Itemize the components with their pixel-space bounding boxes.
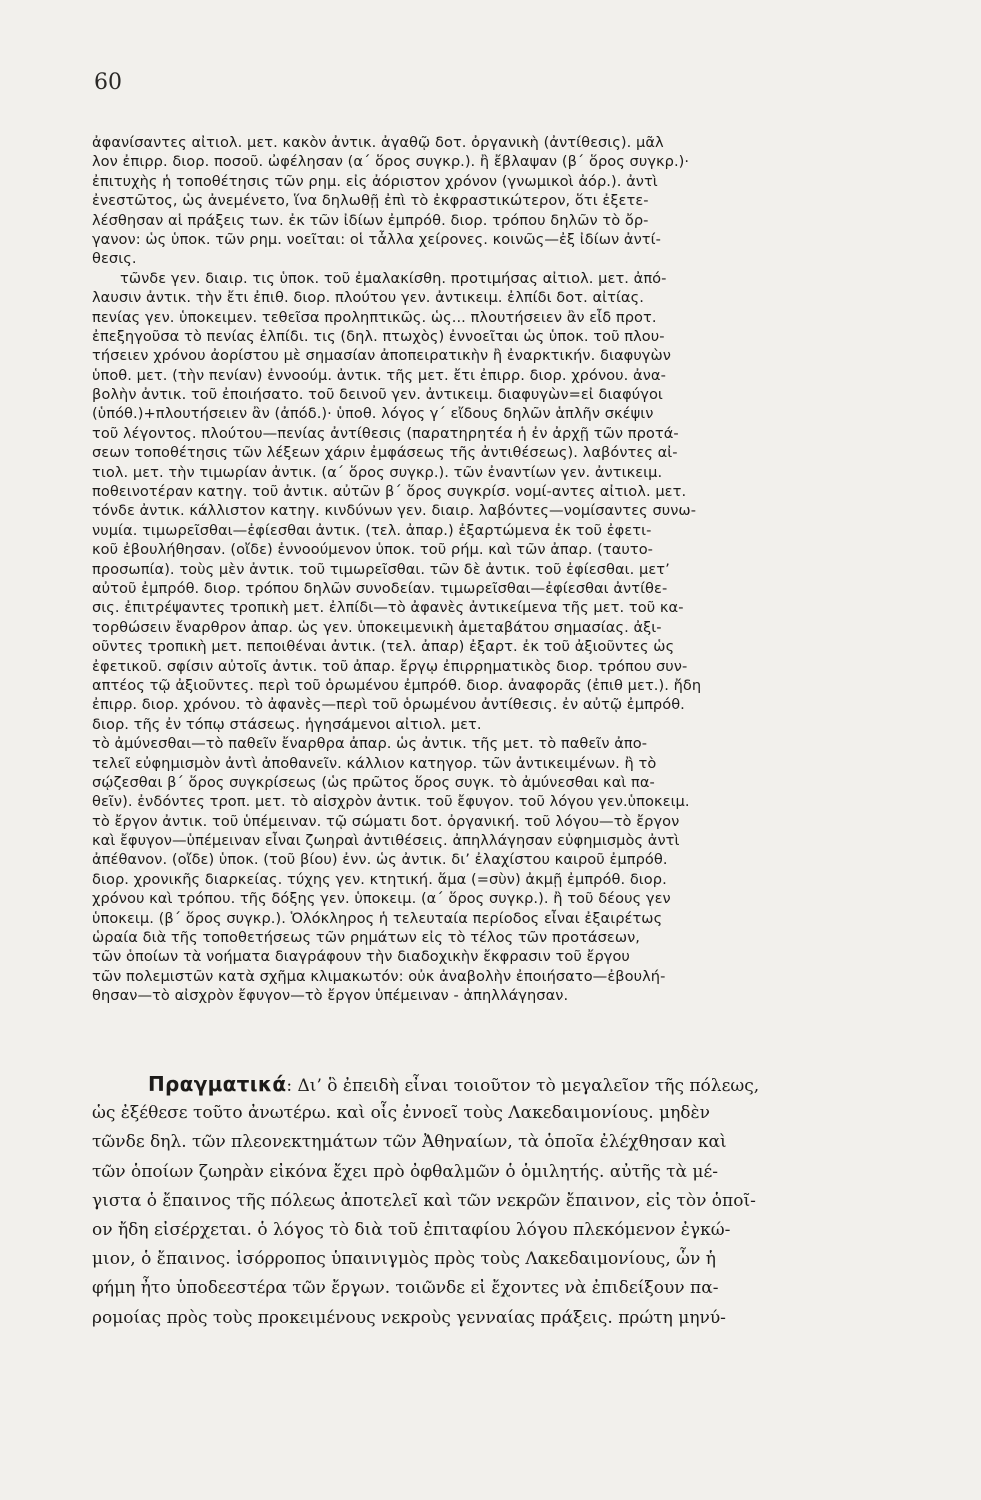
notes-line: σῴζεσθαι β΄ ὅρος συγκρίσεως (ὡς πρῶτος ὅρος συγκ. τὸ ἀμύνεσθαι καὶ πα- xyxy=(92,773,655,791)
notes-line: τοῦ λέγοντος. πλούτου—πενίας ἀντίθεσις (παρατηρητέα ἡ ἐν ἀρχῇ τῶν προτά- xyxy=(92,424,679,442)
translation-block xyxy=(92,1070,878,1333)
notes-line: διορ. τῆς ἐν τόπῳ στάσεως. ἡγησάμενοι αἰτιολ. μετ. xyxy=(92,715,482,733)
notes-line: γανον: ὡς ὑποκ. τῶν ρημ. νοεῖται: οἱ τἆλλα χείρονες. κοινῶς—ἐξ ἰδίων ἀντί- xyxy=(92,230,661,248)
notes-line: διορ. χρονικῆς διαρκείας. τύχης γεν. κτητική. ἅμα (=σὺν) ἀκμῇ ἐμπρόθ. διορ. xyxy=(92,870,667,888)
translation-line: τῶν ὁποίων ζωηρὰν εἰκόνα ἔχει πρὸ ὀφθαλμῶν ὁ ὁμιλητής. αὐτῆς τὰ μέ- xyxy=(92,1161,719,1182)
notes-line: λέσθησαν αἱ πράξεις των. ἐκ τῶν ἰδίων ἐμπρόθ. διορ. τρόπου δηλῶν τὸ ὄρ- xyxy=(92,211,649,229)
notes-line xyxy=(92,1006,878,1025)
notes-line: θεσις. xyxy=(92,250,137,268)
translation-line: φήμη ἦτο ὑποδεεστέρα τῶν ἔργων. τοιῶνδε εἰ ἔχοντες νὰ ἐπιδείξουν πα- xyxy=(92,1278,719,1299)
notes-line: ἐπιτυχὴς ἡ τοποθέτησις τῶν ρημ. εἰς ἀόριστον χρόνον (γνωμικοὶ ἀόρ.). ἀντὶ xyxy=(92,172,658,190)
notes-line: απτέος τῷ ἀξιοῦντες. περὶ τοῦ ὁρωμένου ἐμπρόθ. διορ. ἀναφορᾶς (ἐπιθ μετ.). ἤδη xyxy=(92,676,702,694)
notes-line: τῶν ὁποίων τὰ νοήματα διαγράφουν τὴν διαδοχικὴν ἔκφρασιν τοῦ ἔργου xyxy=(92,948,630,966)
translation-line: τῶνδε δηλ. τῶν πλεονεκτημάτων τῶν Ἀθηναίων, τὰ ὁποῖα ἐλέχθησαν καὶ xyxy=(92,1132,727,1153)
notes-line: ποθεινοτέραν κατηγ. τοῦ ἀντικ. αὐτῶν β΄ ὅρος συγκρίσ. νομί-αντες αἰτιολ. μετ. xyxy=(92,483,687,501)
notes-line: σεων τοποθέτησις τῶν λέξεων χάριν ἐμφάσεως τῆς ἀντιθέσεως). λαβόντες αἰ- xyxy=(92,444,678,462)
notes-line: προσωπία). τοὺς μὲν ἀντικ. τοῦ τιμωρεῖσθαι. τῶν δὲ ἀντικ. τοῦ ἐφίεσθαι. μετ’ xyxy=(92,560,670,578)
notes-line: ἀφανίσαντες αἰτιολ. μετ. κακὸν ἀντικ. ἀγαθῷ δοτ. ὀργανικὴ (ἀντίθεσις). μᾶλ xyxy=(92,134,664,151)
notes-line: ὑποθ. μετ. (τὴν πενίαν) ἐννοούμ. ἀντικ. τῆς μετ. ἔτι ἐπιρρ. διορ. χρόνου. ἀνα- xyxy=(92,366,666,384)
notes-line: τήσειεν χρόνου ἀορίστου μὲ σημασίαν ἀποπειρατικὴν ἢ ἐναρκτικήν. διαφυγὼν xyxy=(92,347,671,365)
section-heading: Πραγματικά xyxy=(148,1072,287,1096)
notes-line: χρόνου καὶ τρόπου. τῆς δόξης γεν. ὑποκειμ. (α΄ ὅρος συγκρ.). ἢ τοῦ δέους γεν xyxy=(92,890,671,908)
notes-line: ἀπέθανον. (οἴδε) ὑποκ. (τοῦ βίου) ἐνν. ὡς ἀντικ. δι’ ἐλαχίστου καιροῦ ἐμπρόθ. xyxy=(92,851,668,869)
notes-line: τιολ. μετ. τὴν τιμωρίαν ἀντικ. (α΄ ὅρος συγκρ.). τῶν ἐναντίων γεν. ἀντικειμ. xyxy=(92,463,663,481)
notes-line: τὸ ἀμύνεσθαι—τὸ παθεῖν ἔναρθρα ἀπαρ. ὡς ἀντικ. τῆς μετ. τὸ παθεῖν ἀπο- xyxy=(92,735,648,753)
notes-line: καὶ ἔφυγον—ὑπέμειναν εἶναι ζωηραὶ ἀντιθέσεις. ἀπηλλάγησαν εὐφημισμὸς ἀντὶ xyxy=(92,832,680,850)
notes-line: κοῦ ἐβουλήθησαν. (οἴδε) ἐννοούμενον ὑποκ. τοῦ ρήμ. καὶ τῶν ἀπαρ. (ταυτο- xyxy=(92,541,653,559)
translation-line: μιον, ὁ ἔπαινος. ἰσόρροπος ὑπαινιγμὸς πρὸς τοὺς Λακεδαιμονίους, ὧν ἡ xyxy=(92,1249,716,1270)
notes-line: ὡραία διὰ τῆς τοποθετήσεως τῶν ρημάτων εἰς τὸ τέλος τῶν προτάσεων, xyxy=(92,929,640,947)
notes-line: τόνδε ἀντικ. κάλλιστον κατηγ. κινδύνων γεν. διαιρ. λαβόντες—νομίσαντες συνω- xyxy=(92,502,697,520)
notes-line: ὑποκειμ. (β΄ ὅρος συγκρ.). Ὁλόκληρος ἡ τελευταία περίοδος εἶναι ἐξαιρέτως xyxy=(92,909,663,927)
translation-line: ον ἤδη εἰσέρχεται. ὁ λόγος τὸ διὰ τοῦ ἐπιταφίου λόγου πλεκόμενον ἐγκώ- xyxy=(92,1219,731,1240)
notes-line: τὸ ἔργον ἀντικ. τοῦ ὑπέμειναν. τῷ σώματι δοτ. ὀργανική. τοῦ λόγου—τὸ ἔργον xyxy=(92,812,680,830)
notes-line: τῶν πολεμιστῶν κατὰ σχῆμα κλιμακωτόν: οὐκ ἀναβολὴν ἐποιήσατο—ἐβουλή- xyxy=(92,967,666,985)
notes-line: πενίας γεν. ὑποκειμεν. τεθεῖσα προληπτικῶς. ὡς... πλουτήσειεν ἂν εἶδ προτ. xyxy=(92,308,657,326)
notes-line: ἐπεξηγοῦσα τὸ πενίας ἐλπίδι. τις (δηλ. πτωχὸς) ἐννοεῖται ὡς ὑποκ. τοῦ πλου- xyxy=(92,327,665,345)
translation-line xyxy=(92,1070,878,1099)
notes-line: ἐνεστῶτος, ὡς ἀνεμένετο, ἵνα δηλωθῇ ἐπὶ τὸ ἐκφραστικώτερον, ὅτι ἐξετε- xyxy=(92,192,649,210)
notes-line: βολὴν ἀντικ. τοῦ ἐποιήσατο. τοῦ δεινοῦ γεν. ἀντικειμ. διαφυγὼν=εἰ διαφύγοι xyxy=(92,386,663,404)
notes-line: ἐφετικοῦ. σφίσιν αὐτοῖς ἀντικ. τοῦ ἀπαρ. ἔργῳ ἐπιρρηματικὸς διορ. τρόπου συν- xyxy=(92,657,688,675)
notes-line: λαυσιν ἀντικ. τὴν ἔτι ἐπιθ. διορ. πλούτου γεν. ἀντικειμ. ἐλπίδι δοτ. αἰτίας. xyxy=(92,289,644,307)
notes-line: αὐτοῦ ἐμπρόθ. διορ. τρόπου δηλῶν συνοδείαν. τιμωρεῖσθαι—ἐφίεσθαι ἀντίθε- xyxy=(92,579,668,597)
notes-line: (ὑπόθ.)+πλουτήσειεν ἂν (ἀπόδ.)· ὑποθ. λόγος γ΄ εἴδους δηλῶν ἁπλῆν σκέψιν xyxy=(92,405,654,423)
notes-line: θεῖν). ἐνδόντες τροπ. μετ. τὸ αἰσχρὸν ἀντικ. τοῦ ἔφυγον. τοῦ λόγου γεν.ὑποκειμ. xyxy=(92,793,690,811)
translation-line: ὡς ἐξέθεσε τοῦτο ἀνωτέρω. καὶ οἷς ἐννοεῖ τοὺς Λακεδαιμονίους. μηδὲν xyxy=(92,1103,710,1124)
notes-line: λον ἐπιρρ. διορ. ποσοῦ. ὠφέλησαν (α΄ ὅρος συγκρ.). ἢ ἔβλαψαν (β΄ ὅρος συγκρ.)· xyxy=(92,153,690,171)
notes-line: τορθώσειν ἔναρθρον ἀπαρ. ὡς γεν. ὑποκειμενικὴ ἀμεταβάτου σημασίας. ἀξι- xyxy=(92,618,662,636)
notes-line: οῦντες τροπικὴ μετ. πεποιθέναι ἀντικ. (τελ. ἀπαρ) ἐξαρτ. ἐκ τοῦ ἀξιοῦντες ὡς xyxy=(92,638,675,656)
notes-line: σις. ἐπιτρέψαντες τροπικὴ μετ. ἐλπίδι—τὸ ἀφανὲς ἀντικείμενα τῆς μετ. τοῦ κα- xyxy=(92,599,684,617)
notes-line: τελεῖ εὐφημισμὸν ἀντὶ ἀποθανεῖν. κάλλιον κατηγορ. τῶν ἀντικειμένων. ἢ τὸ xyxy=(92,754,657,772)
notes-line: νυμία. τιμωρεῖσθαι—ἐφίεσθαι ἀντικ. (τελ. ἀπαρ.) ἐξαρτώμενα ἐκ τοῦ ἐφετι- xyxy=(92,521,652,539)
translation-line: γιστα ὁ ἔπαινος τῆς πόλεως ἀποτελεῖ καὶ τῶν νεκρῶν ἔπαινον, εἰς τὸν ὁποῖ- xyxy=(92,1190,756,1211)
page-number: 60 xyxy=(94,70,122,95)
translation-text: : Δι’ ὃ ἐπειδὴ εἶναι τοιοῦτον τὸ μεγαλεῖον τῆς πόλεως, xyxy=(286,1076,760,1096)
notes-line: τῶνδε γεν. διαιρ. τις ὑποκ. τοῦ ἐμαλακίσθη. προτιμήσας αἰτιολ. μετ. ἀπό- xyxy=(120,269,667,287)
notes-line: θησαν—τὸ αἰσχρὸν ἔφυγον—τὸ ἔργον ὑπέμειναν - ἀπηλλάγησαν. xyxy=(92,987,569,1005)
translation-line: ρομοίας πρὸς τοὺς προκειμένους νεκροὺς γενναίας πράξεις. πρώτη μηνύ- xyxy=(92,1307,726,1328)
notes-block xyxy=(92,133,878,1025)
notes-line: ἐπιρρ. διορ. χρόνου. τὸ ἀφανὲς—περὶ τοῦ ὁρωμένου ἀντίθεσις. ἐν αὐτῷ ἐμπρόθ. xyxy=(92,696,685,714)
